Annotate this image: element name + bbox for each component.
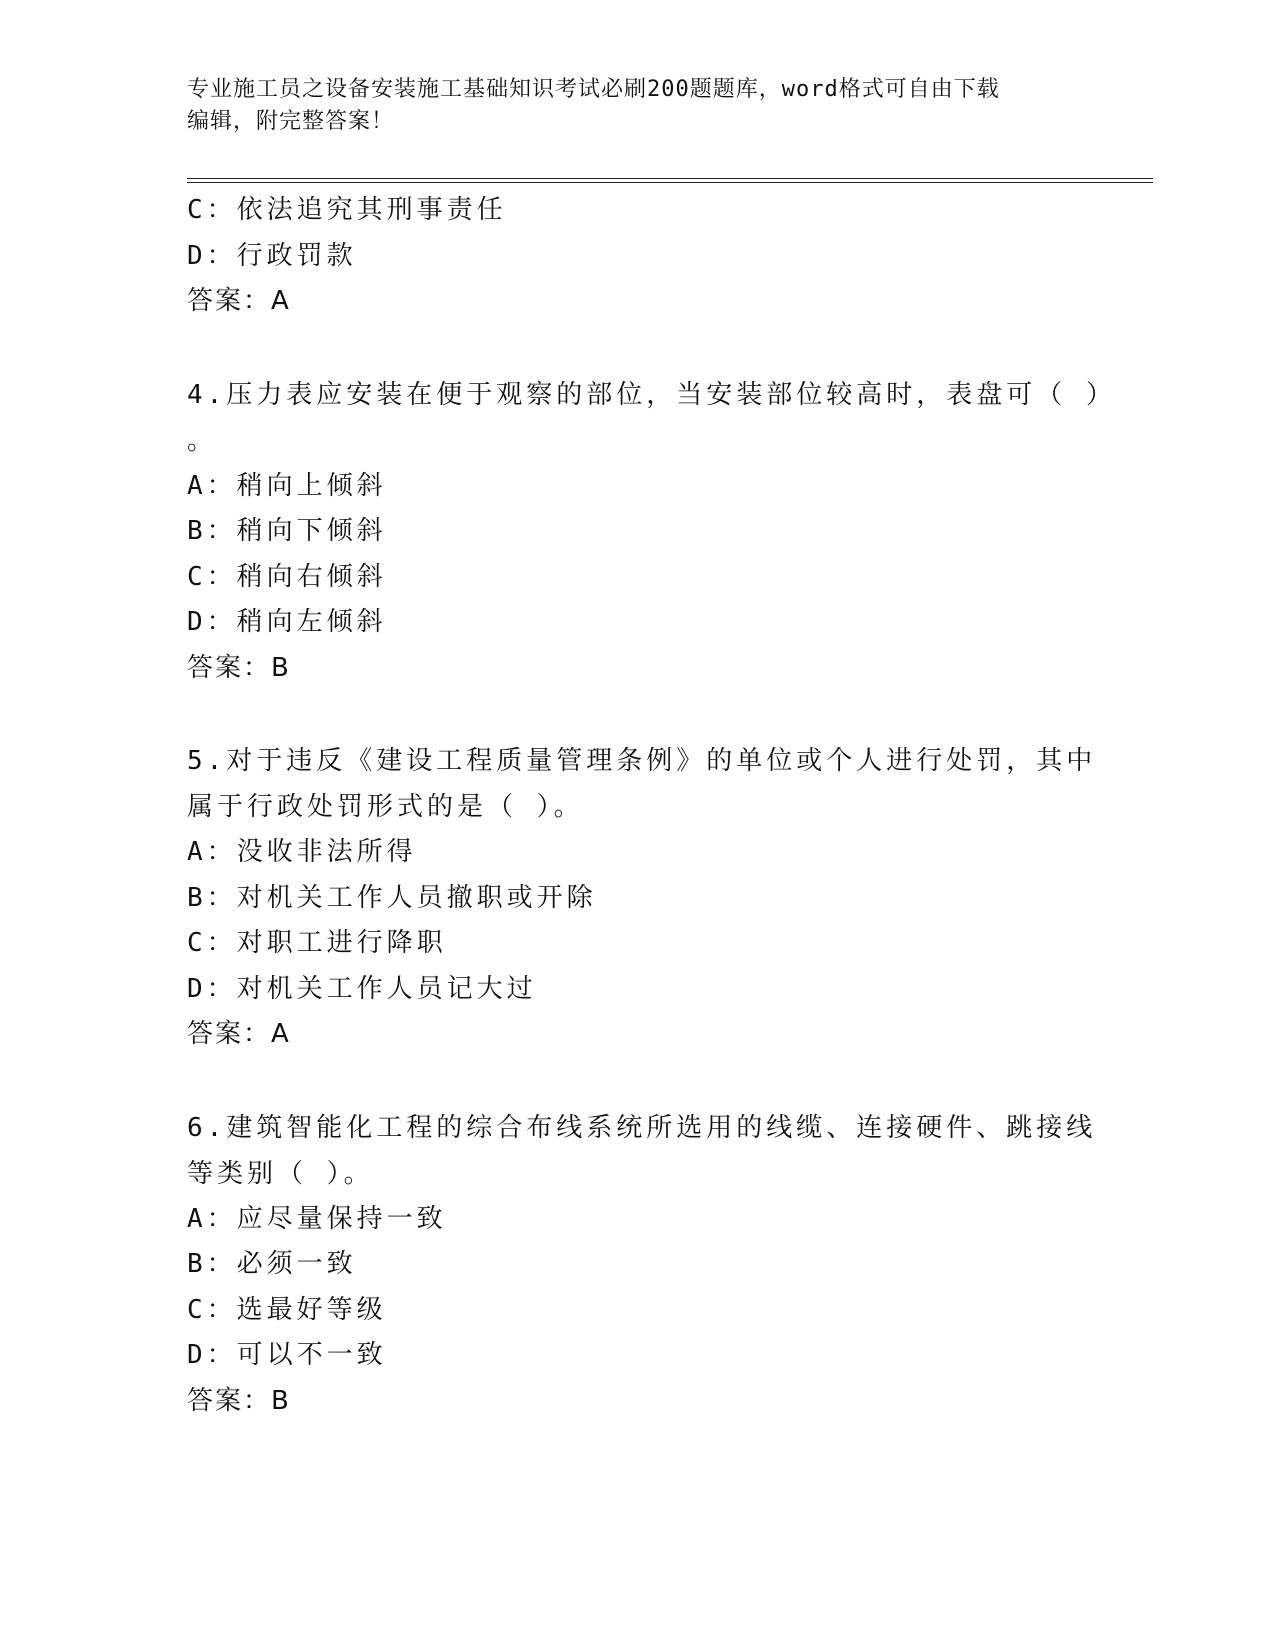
q5-stem-line-1: 5.对于违反《建设工程质量管理条例》的单位或个人进行处罚，其中 <box>187 746 1097 776</box>
q6-stem-line-2: 等类别（ ）。 <box>187 1158 374 1189</box>
q5-option-d: D：对机关工作人员记大过 <box>187 973 537 1004</box>
q4-stem-line-2: 。 <box>187 425 218 456</box>
question-6 <box>187 1105 1097 1425</box>
spacer <box>187 691 1067 738</box>
q5-option-a: A：没收非法所得 <box>187 837 417 867</box>
header-line-2: 编辑，附完整答案！ <box>187 109 395 134</box>
q3-option-d: D：行政罚款 <box>187 240 357 271</box>
q6-option-a: A：应尽量保持一致 <box>187 1203 447 1234</box>
q5-option-c: C：对职工进行降职 <box>187 928 447 958</box>
q4-stem-line-1: 4.压力表应安装在便于观察的部位，当安装部位较高时，表盘可（ ） <box>187 379 1116 410</box>
q4-option-c: C：稍向右倾斜 <box>187 561 387 592</box>
q6-stem-line-1: 6.建筑智能化工程的综合布线系统所选用的线缆、连接硬件、跳接线 <box>187 1112 1097 1143</box>
document-header <box>187 74 1067 138</box>
question-list <box>187 188 1116 1424</box>
header-rule-bottom <box>187 182 1153 183</box>
q6-answer: 答案：B <box>187 1385 291 1416</box>
q6-option-b: B：必须一致 <box>187 1249 357 1279</box>
question-5 <box>187 738 1097 1058</box>
question-4 <box>187 372 1116 692</box>
q4-answer: 答案：B <box>187 652 291 683</box>
header-line-1: 专业施工员之设备安装施工基础知识考试必刷200题题库，word格式可自由下载 <box>187 77 1000 102</box>
q6-option-d: D：可以不一致 <box>187 1340 387 1370</box>
header-rule-top <box>187 178 1153 179</box>
spacer <box>187 325 1067 372</box>
q6-option-c: C：选最好等级 <box>187 1294 387 1325</box>
q4-option-b: B：稍向下倾斜 <box>187 516 387 546</box>
q5-option-b: B：对机关工作人员撤职或开除 <box>187 882 597 913</box>
spacer <box>187 1058 1067 1105</box>
question-3-tail <box>187 188 1067 325</box>
q5-answer: 答案：A <box>187 1019 291 1049</box>
q4-option-a: A：稍向上倾斜 <box>187 470 387 501</box>
q3-option-c: C：依法追究其刑事责任 <box>187 195 507 225</box>
q4-option-d: D：稍向左倾斜 <box>187 607 387 637</box>
q3-answer: 答案：A <box>187 286 291 316</box>
q5-stem-line-2: 属于行政处罚形式的是（ ）。 <box>187 792 584 822</box>
